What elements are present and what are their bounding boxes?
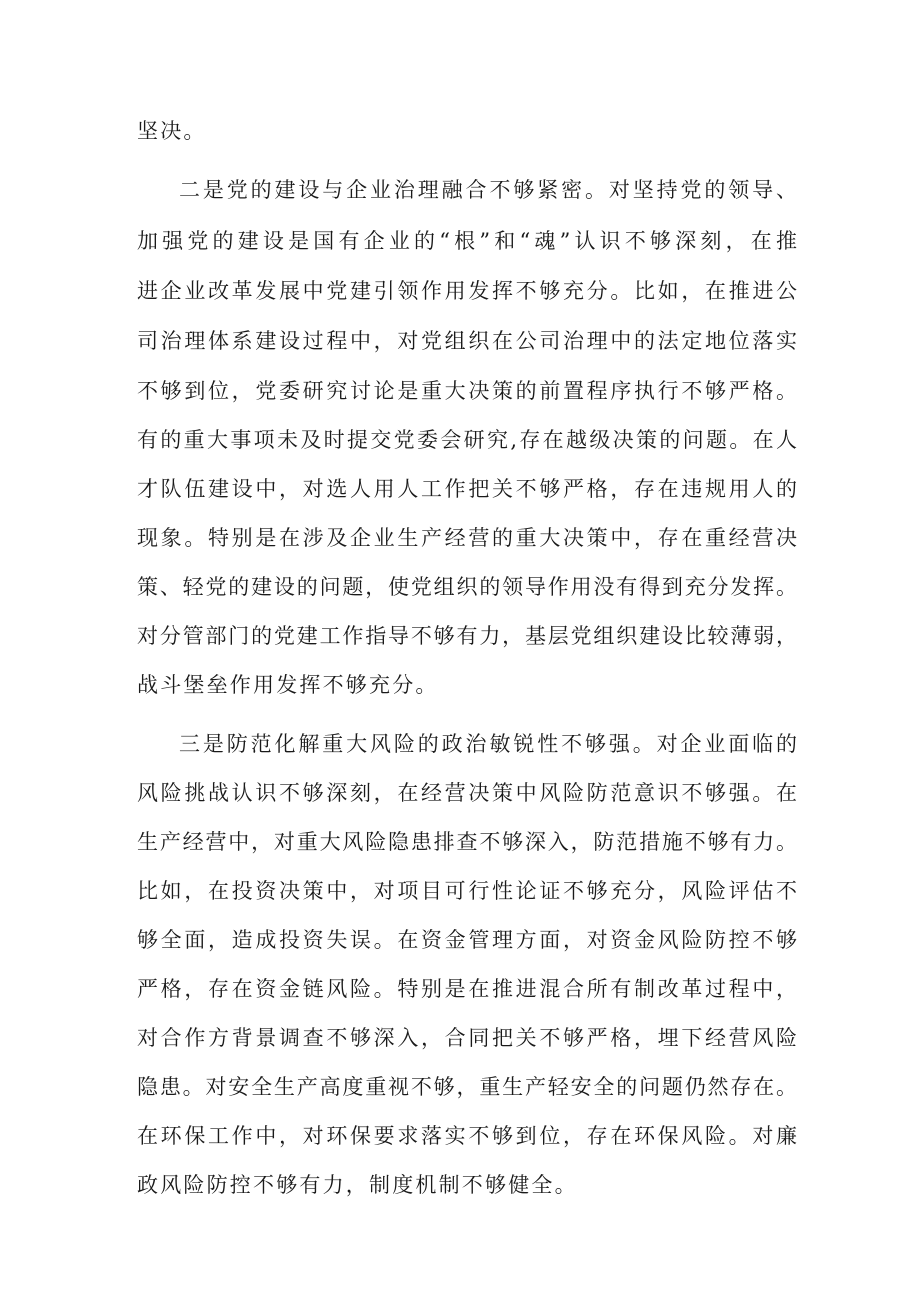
text-line: 对分管部门的党建工作指导不够有力，基层党组织建设比较薄弱，: [137, 624, 797, 648]
text-line: 对合作方背景调查不够深入，合同把关不够严格，埋下经营风险: [137, 1026, 797, 1050]
text-line: 严格，存在资金链风险。特别是在推进混合所有制改革过程中，: [137, 977, 797, 1001]
text-line: 风险挑战认识不够深刻，在经营决策中风险防范意识不够强。在: [137, 781, 797, 805]
text-line: 战斗堡垒作用发挥不够充分。: [137, 673, 439, 697]
text-line: 有的重大事项未及时提交党委会研究,存在越级决策的问题。在人: [137, 428, 797, 452]
text-line: 在环保工作中，对环保要求落实不够到位，存在环保风险。对廉: [137, 1124, 797, 1148]
text-line: 隐患。对安全生产高度重视不够，重生产轻安全的问题仍然存在。: [137, 1075, 797, 1099]
text-line: 政风险防控不够有力，制度机制不够健全。: [137, 1173, 578, 1197]
text-line: 加强党的建设是国有企业的“根”和“魂”认识不够深刻，在推: [137, 229, 797, 253]
text-line: 才队伍建设中，对选人用人工作把关不够严格，存在违规用人的: [137, 477, 797, 501]
paragraph-3-first-line: 三是防范化解重大风险的政治敏锐性不够强。对企业面临的: [179, 732, 797, 756]
text-line: 生产经营中，对重大风险隐患排查不够深入，防范措施不够有力。: [137, 830, 797, 854]
text-line: 比如，在投资决策中，对项目可行性论证不够充分，风险评估不: [137, 879, 797, 903]
text-line: 司治理体系建设过程中，对党组织在公司治理中的法定地位落实: [137, 329, 797, 353]
text-line: 现象。特别是在涉及企业生产经营的重大决策中，存在重经营决: [137, 526, 797, 550]
text-line: 进企业改革发展中党建引领作用发挥不够充分。比如，在推进公: [137, 279, 797, 303]
paragraph-2-first-line: 二是党的建设与企业治理融合不够紧密。对坚持党的领导、: [179, 178, 797, 202]
text-line: 不够到位，党委研究讨论是重大决策的前置程序执行不够严格。: [137, 379, 797, 403]
text-line: 策、轻党的建设的问题，使党组织的领导作用没有得到充分发挥。: [137, 575, 797, 599]
text-line: 够全面，造成投资失误。在资金管理方面，对资金风险防控不够: [137, 928, 797, 952]
text-line: 坚决。: [137, 119, 207, 143]
